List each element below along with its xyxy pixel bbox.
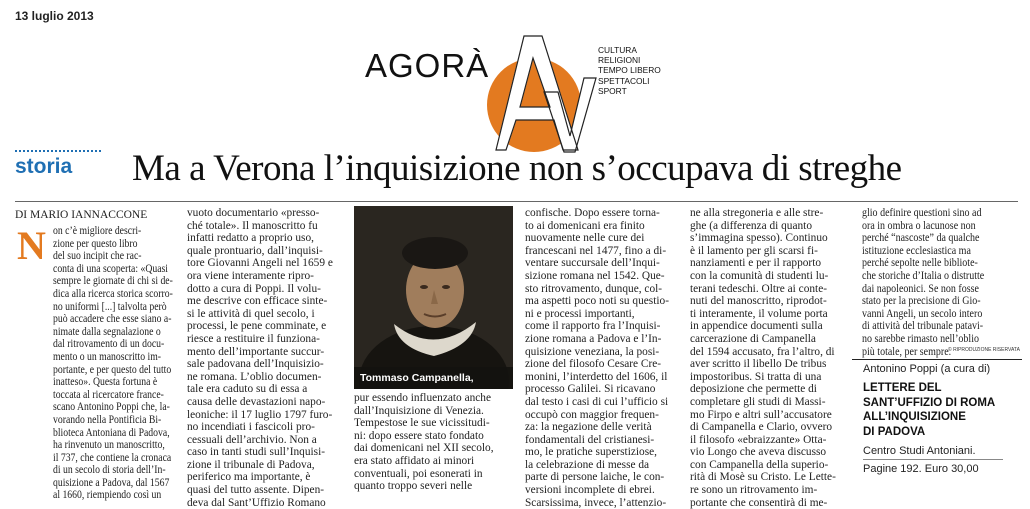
article-line: del suo incipit che rac- <box>53 250 142 263</box>
article-line: dai domenicani nel XII secolo, <box>354 442 494 455</box>
article-line: del 1594 accusato, fra l’altro, di <box>690 345 835 358</box>
article-line: quasi del tutto assente. Dipen- <box>187 484 325 497</box>
article-line: ne romana. L’oblio documen- <box>187 370 322 383</box>
headline-rule <box>15 201 1018 202</box>
article-line: glio definire questioni sino ad <box>862 207 982 219</box>
article-line: in appendice documenti sulla <box>690 320 823 333</box>
article-line: di Campanella e Clario, ovvero <box>690 421 833 434</box>
article-line: me descrive con efficace sinte- <box>187 295 328 308</box>
rubric-divider <box>15 150 101 152</box>
section-item: CULTURA <box>598 45 637 55</box>
article-line: mo Firpo e altri sull’accusatore <box>690 408 832 421</box>
article-line: scano Antonino Poppi che, la- <box>53 401 170 414</box>
article-line: ora viene interamente ripro- <box>187 269 314 282</box>
article-line: mento dell’importante succur- <box>187 345 325 358</box>
book-box-rule <box>852 359 1022 360</box>
article-line: con la comunità di studenti lu- <box>690 269 829 282</box>
article-line: re sono un ritrovamento im- <box>690 484 818 497</box>
article-line: di attività del tribunale patavi- <box>862 320 984 333</box>
book-title-line: DI PADOVA <box>863 425 926 438</box>
article-line: ma aspetti poco noti su questio- <box>525 295 669 308</box>
article-line: la celebrazione di messe da <box>525 458 650 471</box>
copyright-note: © RIPRODUZIONE RISERVATA <box>948 347 1020 353</box>
portrait-image <box>354 206 513 389</box>
article-line: impostoribus. Si tratta di una <box>690 370 822 383</box>
article-line: il 737, che contiene la cronaca <box>53 451 172 464</box>
article-column-4 <box>525 207 669 509</box>
article-line: mo, le pratiche superstiziose, <box>525 446 657 459</box>
book-author: Antonino Poppi (a cura di) <box>863 363 991 375</box>
article-line: dai napoleonici. Se non fosse <box>862 282 979 295</box>
article-line: può accadere che esse siano a- <box>53 313 172 326</box>
article-line: terani tedeschi. Oltre ai conte- <box>690 282 828 295</box>
article-line: fondamentali del cristianesi- <box>525 433 655 446</box>
article-line: ni: dopo essere stato fondato <box>354 429 484 442</box>
article-line: vorando nella Pontificia Bi- <box>53 413 162 426</box>
article-line: quisizione veneziana, la posi- <box>525 345 660 358</box>
article-line: perché “nascoste” da qualche <box>862 232 980 245</box>
article-line: nanziamenti e per il rapporto <box>690 257 822 270</box>
article-line: dotto a cura di Poppi. Il volu- <box>187 282 321 295</box>
section-item: SPETTACOLI <box>598 75 650 86</box>
article-line: caso in tanti studi sull’Inquisi- <box>187 446 326 459</box>
article-line: completare gli studi di Massi- <box>690 395 826 408</box>
article-line: con Campanella della superio- <box>690 458 829 471</box>
article-line: occupò con maggior frequen- <box>525 408 659 421</box>
article-line: causa delle devastazioni napo- <box>187 395 326 408</box>
article-line: zione per questo libro <box>53 237 138 250</box>
article-line: Scarsissima, invece, l’attenzio- <box>525 496 667 509</box>
book-title-line: SANT’UFFIZIO DI ROMA <box>863 396 996 409</box>
article-column-3 <box>354 392 494 493</box>
article-line: za: la negazione delle verità <box>525 421 652 434</box>
article-line: leoniche: il 17 luglio 1797 furo- <box>187 408 333 421</box>
article-line: stato per la precisione di Gio- <box>862 295 981 308</box>
article-line: è il lamento per gli scarsi fi- <box>690 244 818 257</box>
article-line: ventare succursale dell’Inqui- <box>525 257 660 270</box>
article-line: dica alla ricerca storica scorro- <box>53 287 173 300</box>
article-line: sizione romana nel 1542. Que- <box>525 269 665 282</box>
article-line: inatteso». Questa fortuna è <box>53 376 158 389</box>
article-line: deva dal Sant’Uffizio Romano <box>187 496 326 509</box>
article-line: pur essendo influenzato anche <box>354 392 492 404</box>
article-line: zione del filosofo Cesare Cre- <box>525 358 662 371</box>
article-line: ha rinvenuto un manoscritto, <box>53 439 165 452</box>
article-line: dal ritrovamento di un docu- <box>53 338 165 351</box>
article-line: perché sepolte nelle bibliote- <box>862 257 978 270</box>
article-line: infatti redatto a proprio uso, <box>187 232 314 245</box>
article-line: no uniformi [...] talvolta però <box>53 300 167 313</box>
article-line: quanto troppo severi nelle <box>354 480 473 493</box>
article-line: Tempestose le sue vicissitudi- <box>354 417 490 430</box>
article-line: portante che consentirà di me- <box>690 496 828 509</box>
article-line: di un secolo di storia dell’In- <box>53 464 166 477</box>
article-line: processo Galilei. Si ricavano <box>525 383 656 396</box>
article-line: francescani nel 1477, fino a di- <box>525 244 667 257</box>
book-title <box>863 381 995 439</box>
article-line: istituzione ecclesiastica ma <box>862 244 971 257</box>
article-line: il filosofo «ebraizzante» Otta- <box>690 433 827 446</box>
portrait-photo <box>354 206 513 389</box>
article-line: to ai domenicani era finito <box>525 219 645 232</box>
article-line: ché totale». Il manoscritto fu <box>187 219 318 232</box>
article-line: aver scritto il libello De tribus <box>690 358 827 371</box>
book-separator <box>863 459 1003 460</box>
article-line: nuti del manoscritto, riprodot- <box>690 295 827 308</box>
article-line: mento o un manoscritto im- <box>53 350 162 363</box>
article-line: parte di persone laiche, le con- <box>525 471 665 484</box>
avvenire-logo <box>484 32 602 157</box>
article-line: ti interamente, il volume porta <box>690 307 828 320</box>
article-line: versioni incomplete di ebrei. <box>525 484 655 497</box>
article-line: periferico ma importante, è <box>187 471 311 484</box>
article-line: ora in ombra o lacunose non <box>862 219 976 232</box>
article-line: portante, e per questo del tutto <box>53 363 172 376</box>
article-column-6 <box>862 207 1030 358</box>
drop-cap: N <box>17 223 46 268</box>
article-line: più totale, per sempre. <box>862 345 952 358</box>
article-column-2 <box>187 207 333 509</box>
article-line: toccata al ricercatore france- <box>53 388 164 401</box>
article-line: ghe (a differenza di quanto <box>690 219 812 232</box>
article-line: che storiche d’Italia o distrutte <box>862 269 985 282</box>
article-line: sale padovana dell’Inquisizio- <box>187 358 324 371</box>
article-line: conta di una scoperta: «Quasi <box>53 262 169 275</box>
article-line: tore Giovanni Angeli nel 1659 e <box>187 257 333 270</box>
byline: DI MARIO IANNACCONE <box>15 209 148 221</box>
section-item: RELIGIONI <box>598 55 641 66</box>
section-list <box>598 45 661 96</box>
book-title-line: LETTERE DEL <box>863 382 942 394</box>
article-line: confische. Dopo essere torna- <box>525 207 660 219</box>
section-item: TEMPO LIBERO <box>598 65 661 76</box>
rubric-label: storia <box>15 155 73 178</box>
section-item: SPORT <box>598 85 627 96</box>
article-line: dal testo i casi di cui l’ufficio si <box>525 395 669 408</box>
article-line: zione romana a Padova e l’In- <box>525 332 662 345</box>
photo-caption: Tommaso Campanella, <box>354 367 513 389</box>
article-line: era stato affidato ai minori <box>354 454 475 467</box>
article-line: si le attività di quel secolo, i <box>187 307 315 320</box>
article-line: dall’Inquisizione di Venezia. <box>354 404 484 417</box>
article-line: nimate dalla segnalazione o <box>53 325 161 338</box>
article-line: vanni Angeli, un secolo intero <box>862 307 983 320</box>
issue-date: 13 luglio 2013 <box>15 9 94 23</box>
article-line: vuoto documentario «presso- <box>187 207 320 219</box>
headline: Ma a Verona l’inquisizione non s’occupava di streghe <box>132 148 902 189</box>
article-line: deposizione che permette di <box>690 383 817 396</box>
book-publisher: Centro Studi Antoniani. <box>863 445 976 457</box>
article-line: riesce a restituire il funziona- <box>187 332 320 345</box>
article-line: quale prontuario, dall’inquisi- <box>187 244 323 257</box>
article-column-1 <box>53 225 193 502</box>
article-line: sempre le giornate di chi si de- <box>53 275 173 288</box>
article-column-5 <box>690 207 836 509</box>
article-line: al 1660, riempiendo così un <box>53 489 162 502</box>
article-line: tale era caduto su di essa a <box>187 383 308 396</box>
article-line: nuovamente nelle cure dei <box>525 232 645 245</box>
article-line: rità di Mosè su Cristo. Le Lette- <box>690 471 836 484</box>
article-line: processi, le pene comminate, e <box>187 320 327 333</box>
book-details: Pagine 192. Euro 30,00 <box>863 463 979 475</box>
article-line: s’immagina spesso). Continuo <box>690 232 828 245</box>
masthead-title: AGORÀ <box>365 47 490 84</box>
article-line: quisizione a Padova, dal 1567 <box>53 476 170 489</box>
article-line: vio Longo che aveva discusso <box>690 446 827 459</box>
article-line: zione il tribunale di Padova, <box>187 458 315 471</box>
article-line: conventuali, poi esonerati in <box>354 467 483 480</box>
article-line: no incendiati i fascicoli pro- <box>187 421 315 434</box>
article-line: ni e processi importanti, <box>525 307 635 320</box>
article-line: on c’è migliore descri- <box>53 225 142 237</box>
article-line: come il rapporto fra l’Inquisi- <box>525 320 661 333</box>
article-line: sto ritrovamento, dunque, col- <box>525 282 663 295</box>
article-line: no sarebbe rimasto nell’oblio <box>862 332 979 345</box>
article-line: monini, l’interdetto del 1606, il <box>525 370 668 383</box>
article-line: cessuali dell’archivio. Non a <box>187 433 317 446</box>
article-line: ne alla stregoneria e alle stre- <box>690 207 824 219</box>
article-line: carcerazione di Campanella <box>690 332 816 345</box>
article-line: blioteca Antoniana di Padova, <box>53 426 170 439</box>
book-title-line: ALL’INQUISIZIONE <box>863 411 966 423</box>
